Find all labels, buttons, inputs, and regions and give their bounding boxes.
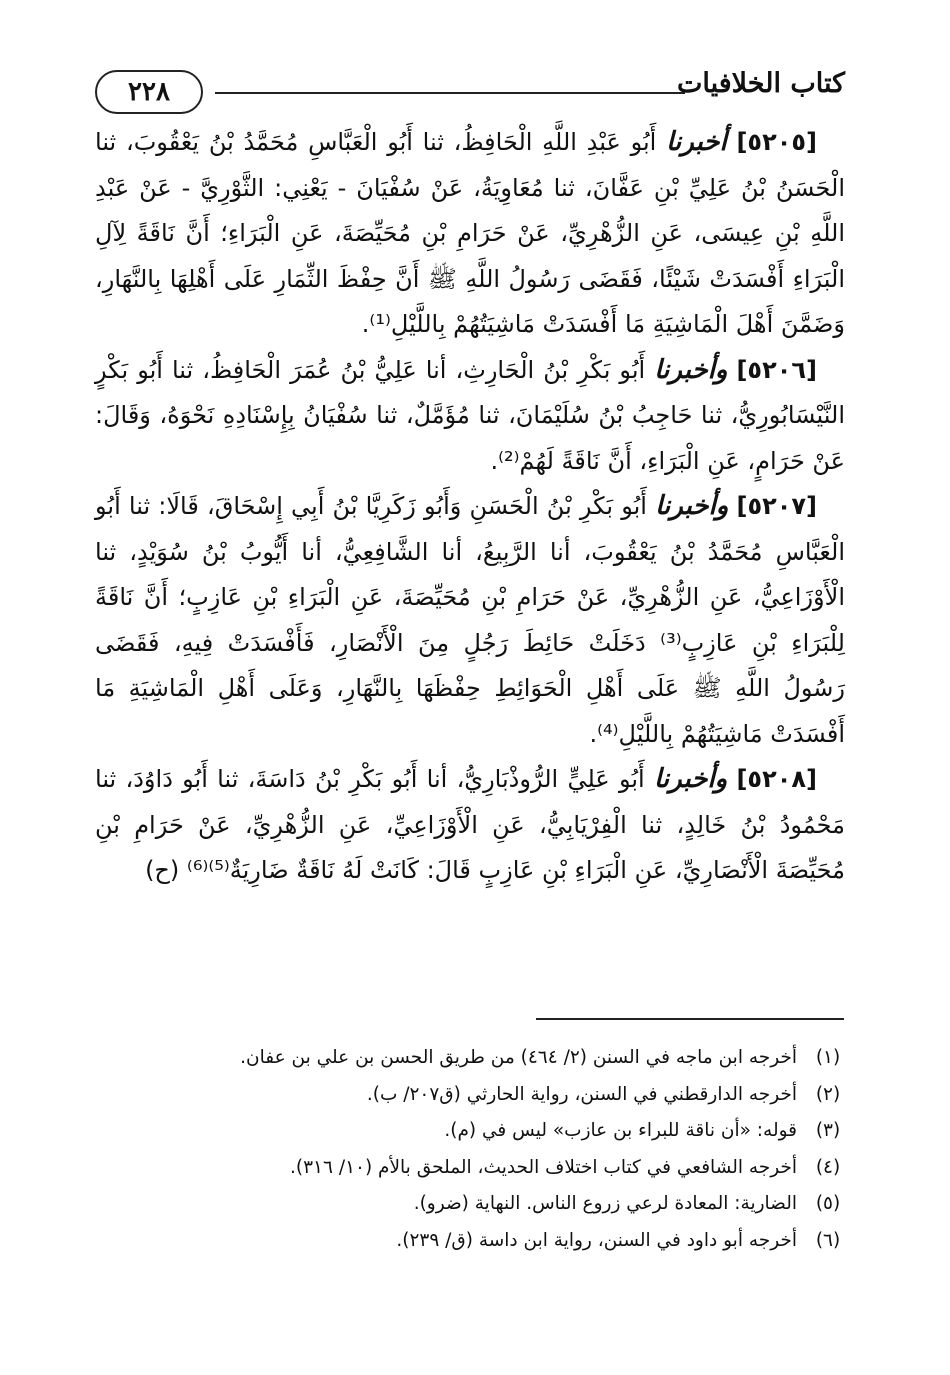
footnote-text: أخرجه الشافعي في كتاب اختلاف الحديث، الملحق بالأم (١٠/ ٣١٦).: [290, 1156, 797, 1178]
hadith-text: أَبُو عَلِيٍّ الرُّوذْبَارِيُّ، أنا أَبُو بَكْرِ بْنُ دَاسَةَ، ثنا أَبُو دَاوُدَ، ثنا مَحْمُودُ بْنُ خَالِدٍ، ثنا الْفِرْيَابِيُّ، عَنِ الْأَوْزَاعِيِّ، عَنِ الزُّهْرِيِّ، عَنْ حَرَامِ بْنِ مُحَيِّصَةَ الْأَنْصَارِيِّ، عَنِ الْبَرَاءِ بْنِ عَازِبٍ قَالَ: كَانَتْ لَهُ نَاقَةٌ ضَارِيَةٌ⁽⁵⁾⁽⁶⁾ (ح): [95, 765, 845, 884]
hadith-number: [٥٢٠٦]: [736, 355, 817, 384]
hadith-text: أَبُو بَكْرِ بْنُ الْحَارِثِ، أنا عَلِيُّ بْنُ عُمَرَ الْحَافِظُ، ثنا أَبُو بَكْرٍ النَّيْسَابُورِيُّ، ثنا حَاجِبُ بْنُ سُلَيْمَانَ، ثنا مُؤَمَّلٌ، ثنا سُفْيَانُ بِإِسْنَادِهِ نَحْوَهُ، وَقَالَ: عَنْ حَرَامٍ، عَنِ الْبَرَاءِ، أَنَّ نَاقَةً لَهُمْ⁽²⁾.: [95, 355, 845, 475]
hadith-paragraph: [95, 484, 845, 757]
book-title: كتاب الخلافيات: [676, 68, 845, 99]
footnote-number: (٦): [815, 1229, 841, 1251]
page-number: ٢٢٨: [95, 70, 203, 114]
hadith-paragraph: [95, 120, 845, 348]
footnote-text: قوله: «أن ناقة للبراء بن عازب» ليس في (م).: [444, 1120, 797, 1142]
hadith-number: [٥٢٠٧]: [736, 492, 817, 520]
footnote: [95, 1223, 845, 1260]
footnote-rule: [536, 1018, 844, 1020]
footnote-text: أخرجه أبو داود في السنن، رواية ابن داسة (ق/ ٢٣٩).: [396, 1229, 797, 1251]
hadith-number: [٥٢٠٥]: [736, 128, 817, 156]
footnote-number: (٣): [815, 1120, 841, 1142]
main-text: [95, 120, 845, 894]
footnote-number: (٤): [815, 1156, 841, 1178]
hadith-lead-word: وأخبرنا: [653, 764, 728, 794]
header-rule: [215, 92, 685, 94]
footnote-number: (١): [815, 1047, 841, 1068]
hadith-number: [٥٢٠٨]: [736, 765, 817, 793]
hadith-paragraph: [95, 348, 845, 485]
footnote: [95, 1186, 845, 1223]
footnote-text: أخرجه الدارقطني في السنن، رواية الحارثي (ق٢٠٧/ ب).: [366, 1083, 797, 1105]
hadith-text: أَبُو عَبْدِ اللَّهِ الْحَافِظُ، ثنا أَبُو الْعَبَّاسِ مُحَمَّدُ بْنُ يَعْقُوبَ، ثنا الْحَسَنُ بْنُ عَلِيِّ بْنِ عَفَّانَ، ثنا مُعَاوِيَةُ، عَنْ سُفْيَانَ - يَعْنِي: الثَّوْرِيَّ - عَنْ عَبْدِ اللَّهِ بْنِ عِيسَى، عَنِ الزُّهْرِيِّ، عَنْ حَرَامِ بْنِ مُحَيِّصَةَ، عَنِ الْبَرَاءِ؛ أَنَّ نَاقَةً لِآلِ الْبَرَاءِ أَفْسَدَتْ شَيْئًا، فَقَضَى رَسُولُ اللَّهِ ﷺ أَنَّ حِفْظَ الثِّمَارِ عَلَى أَهْلِهَا بِالنَّهَارِ، وَضَمَّنَ أَهْلَ الْمَاشِيَةِ مَا أَفْسَدَتْ مَاشِيَتُهُمْ بِاللَّيْلِ⁽¹⁾.: [95, 128, 845, 338]
hadith-lead-word: وأخبرنا: [654, 354, 728, 385]
footnotes: [95, 1040, 845, 1260]
footnote-number: (٢): [815, 1083, 841, 1105]
footnote-text: الضارية: المعادة لرعي زروع الناس. النهاية (ضرو).: [413, 1193, 797, 1215]
footnote-number: (٥): [815, 1193, 841, 1215]
footnote: [95, 1150, 845, 1187]
footnote: [95, 1077, 845, 1114]
page-header: [95, 68, 845, 118]
hadith-paragraph: [95, 757, 845, 894]
hadith-text: أَبُو بَكْرِ بْنُ الْحَسَنِ وَأَبُو زَكَرِيَّا بْنُ أَبِي إِسْحَاقَ، قَالَا: ثنا أَبُو الْعَبَّاسِ مُحَمَّدُ بْنُ يَعْقُوبَ، أنا الرَّبِيعُ، أنا الشَّافِعِيُّ، أنا أَيُّوبُ بْنُ سُوَيْدٍ، ثنا الْأَوْزَاعِيُّ، عَنِ الزُّهْرِيِّ، عَنْ حَرَامِ بْنِ مُحَيِّصَةَ، عَنِ الْبَرَاءِ بْنِ عَازِبٍ؛ أَنَّ نَاقَةً لِلْبَرَاءِ بْنِ عَازِبٍ⁽³⁾ دَخَلَتْ حَائِطَ رَجُلٍ مِنَ الْأَنْصَارِ، فَأَفْسَدَتْ فِيهِ، فَقَضَى رَسُولُ اللَّهِ ﷺ عَلَى أَهْلِ الْحَوَائِطِ حِفْظَهَا بِالنَّهَارِ، وَعَلَى أَهْلِ الْمَاشِيَةِ مَا أَفْسَدَتْ مَاشِيَتُهُمْ بِاللَّيْلِ⁽⁴⁾.: [95, 492, 845, 748]
hadith-lead-word: أخبرنا: [666, 127, 727, 157]
hadith-lead-word: وأخبرنا: [655, 491, 729, 521]
footnote: [95, 1040, 845, 1077]
footnote: [95, 1113, 845, 1150]
footnote-text: أخرجه ابن ماجه في السنن (٢/ ٤٦٤) من طريق الحسن بن علي بن عفان.: [240, 1047, 797, 1068]
